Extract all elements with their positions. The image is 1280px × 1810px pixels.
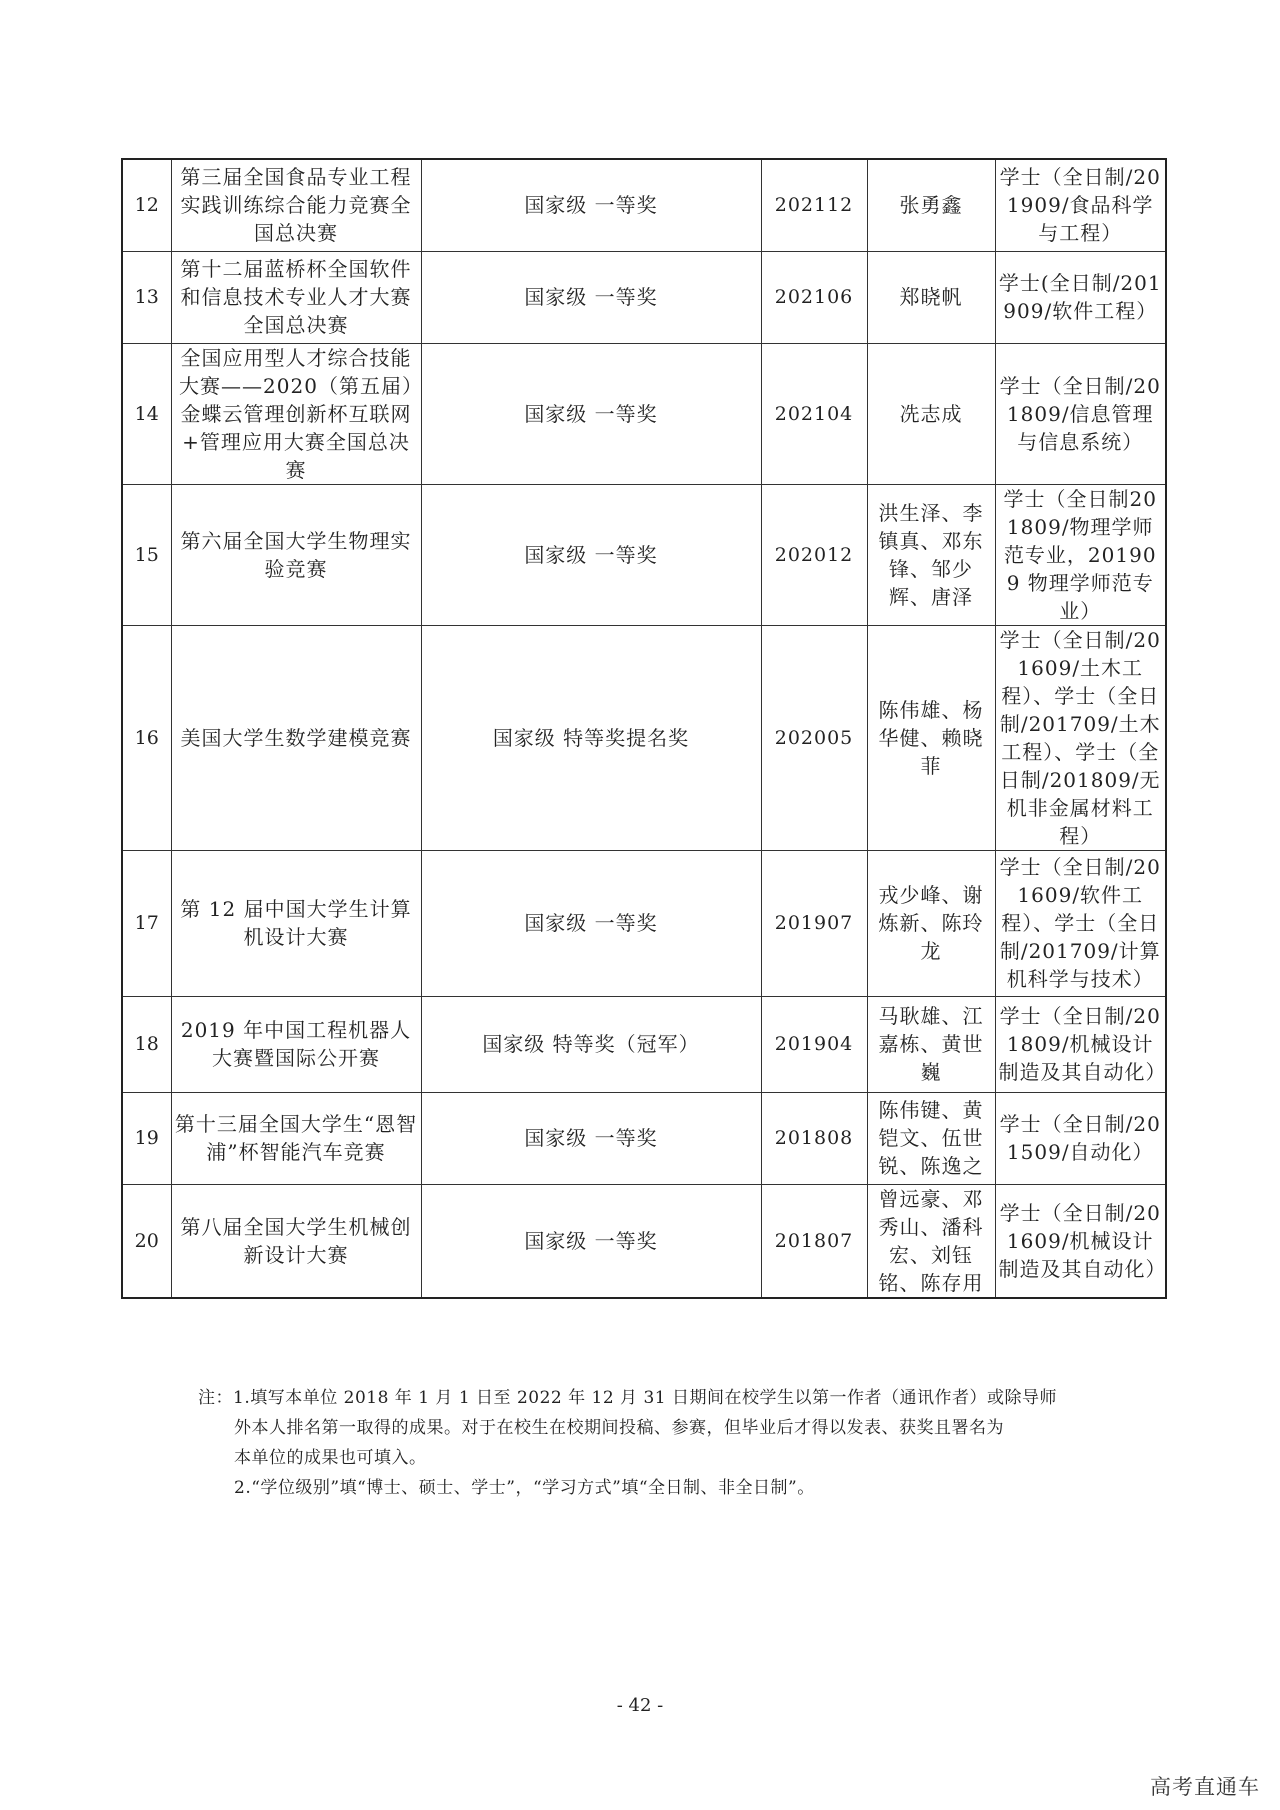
- table-row: [122, 1184, 1166, 1298]
- award-level-cell: 国家级 一等奖: [421, 159, 761, 251]
- degree-info-cell: 学士（全日制/201609/软件工程）、学士（全日制/201709/计算机科学与技术）: [995, 850, 1166, 996]
- table-row: [122, 996, 1166, 1092]
- page-number: - 42 -: [616, 1695, 664, 1716]
- award-level-cell: 国家级 一等奖: [421, 343, 761, 484]
- degree-info-cell: 学士（全日制/201809/机械设计制造及其自动化）: [995, 996, 1166, 1092]
- competition-name-cell: 美国大学生数学建模竞赛: [171, 625, 421, 850]
- notes: [198, 1383, 1098, 1503]
- award-level-cell: 国家级 一等奖: [421, 850, 761, 996]
- note-1-line-2: 外本人排名第一取得的成果。对于在校生在校期间投稿、参赛，但毕业后才得以发表、获奖且署名为: [234, 1418, 1004, 1438]
- award-level-cell: 国家级 特等奖提名奖: [421, 625, 761, 850]
- note-1-line-3: 本单位的成果也可填入。: [234, 1448, 427, 1468]
- row-number-cell: 14: [122, 343, 171, 484]
- award-date-cell: 202005: [761, 625, 867, 850]
- participants-cell: 马耿雄、江嘉栋、黄世巍: [867, 996, 995, 1092]
- table-row: [122, 1092, 1166, 1184]
- competition-name-cell: 第六届全国大学生物理实验竞赛: [171, 484, 421, 625]
- award-date-cell: 202112: [761, 159, 867, 251]
- participants-cell: 洪生泽、李镇真、邓东锋、邹少辉、唐泽: [867, 484, 995, 625]
- awards-table: [121, 158, 1167, 1299]
- participants-cell: 戎少峰、谢炼新、陈玲龙: [867, 850, 995, 996]
- table-row: [122, 343, 1166, 484]
- participants-cell: 郑晓帆: [867, 251, 995, 343]
- award-level-cell: 国家级 一等奖: [421, 251, 761, 343]
- competition-name-cell: 全国应用型人才综合技能大赛——2020（第五届）金蝶云管理创新杯互联网+管理应用大赛全国总决赛: [171, 343, 421, 484]
- note-1-line-1: 注：1.填写本单位 2018 年 1 月 1 日至 2022 年 12 月 31 日期间在校学生以第一作者（通讯作者）或除导师: [198, 1388, 1057, 1408]
- degree-info-cell: 学士（全日制/201509/自动化）: [995, 1092, 1166, 1184]
- award-date-cell: 202104: [761, 343, 867, 484]
- competition-name-cell: 第十二届蓝桥杯全国软件和信息技术专业人才大赛全国总决赛: [171, 251, 421, 343]
- row-number-cell: 20: [122, 1184, 171, 1298]
- row-number-cell: 12: [122, 159, 171, 251]
- participants-cell: 陈伟键、黄铠文、伍世锐、陈逸之: [867, 1092, 995, 1184]
- watermark: 高考直通车: [1150, 1775, 1260, 1799]
- degree-info-cell: 学士(全日制/201909/软件工程）: [995, 251, 1166, 343]
- row-number-cell: 19: [122, 1092, 171, 1184]
- degree-info-cell: 学士（全日制/201809/信息管理与信息系统）: [995, 343, 1166, 484]
- participants-cell: 曾远豪、邓秀山、潘科宏、刘钰铭、陈存用: [867, 1184, 995, 1298]
- degree-info-cell: 学士（全日制/201609/机械设计制造及其自动化）: [995, 1184, 1166, 1298]
- table-row: [122, 251, 1166, 343]
- award-level-cell: 国家级 特等奖（冠军）: [421, 996, 761, 1092]
- competition-name-cell: 第八届全国大学生机械创新设计大赛: [171, 1184, 421, 1298]
- table-body: [122, 159, 1166, 1298]
- award-date-cell: 201807: [761, 1184, 867, 1298]
- award-date-cell: 201808: [761, 1092, 867, 1184]
- row-number-cell: 13: [122, 251, 171, 343]
- table-row: [122, 159, 1166, 251]
- award-date-cell: 201904: [761, 996, 867, 1092]
- table-row: [122, 625, 1166, 850]
- award-level-cell: 国家级 一等奖: [421, 1092, 761, 1184]
- participants-cell: 冼志成: [867, 343, 995, 484]
- table-row: [122, 484, 1166, 625]
- award-date-cell: 201907: [761, 850, 867, 996]
- degree-info-cell: 学士（全日制/201609/土木工程）、学士（全日制/201709/土木工程）、学士（全日制/201809/无机非金属材料工程）: [995, 625, 1166, 850]
- note-2: 2.“学位级别”填“博士、硕士、学士”，“学习方式”填“全日制、非全日制”。: [234, 1478, 815, 1498]
- award-date-cell: 202012: [761, 484, 867, 625]
- award-date-cell: 202106: [761, 251, 867, 343]
- participants-cell: 陈伟雄、杨华健、赖晓菲: [867, 625, 995, 850]
- competition-name-cell: 第 12 届中国大学生计算机设计大赛: [171, 850, 421, 996]
- degree-info-cell: 学士（全日制/201909/食品科学与工程）: [995, 159, 1166, 251]
- degree-info-cell: 学士（全日制201809/物理学师范专业，201909 物理学师范专业）: [995, 484, 1166, 625]
- competition-name-cell: 第三届全国食品专业工程实践训练综合能力竞赛全国总决赛: [171, 159, 421, 251]
- award-level-cell: 国家级 一等奖: [421, 1184, 761, 1298]
- row-number-cell: 16: [122, 625, 171, 850]
- row-number-cell: 18: [122, 996, 171, 1092]
- award-level-cell: 国家级 一等奖: [421, 484, 761, 625]
- participants-cell: 张勇鑫: [867, 159, 995, 251]
- row-number-cell: 15: [122, 484, 171, 625]
- competition-name-cell: 第十三届全国大学生“恩智浦”杯智能汽车竞赛: [171, 1092, 421, 1184]
- row-number-cell: 17: [122, 850, 171, 996]
- table-row: [122, 850, 1166, 996]
- competition-name-cell: 2019 年中国工程机器人大赛暨国际公开赛: [171, 996, 421, 1092]
